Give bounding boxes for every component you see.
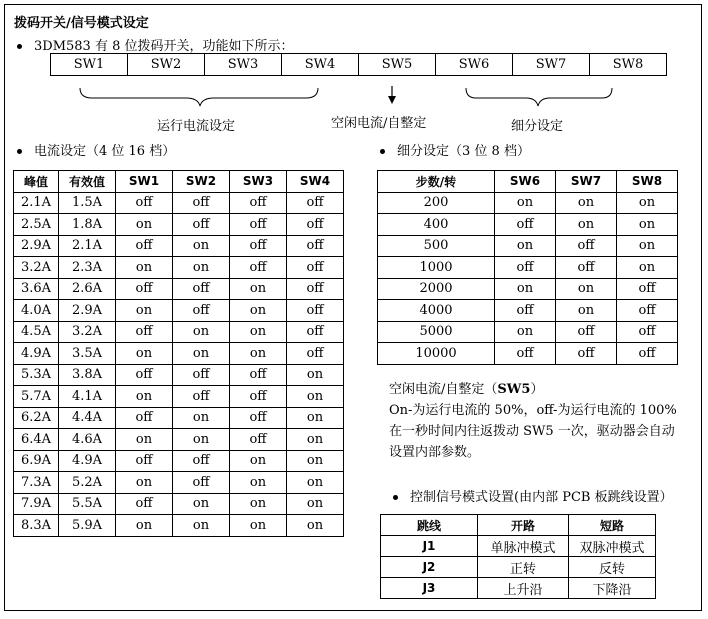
table-cell: on bbox=[173, 257, 230, 279]
table-row bbox=[14, 257, 344, 279]
table-cell: 6.9A bbox=[14, 450, 59, 472]
table-row bbox=[378, 235, 678, 257]
microstep-label: 细分设定 bbox=[511, 119, 564, 134]
switch-cell: SW7 bbox=[513, 54, 590, 76]
table-cell: 2.9A bbox=[59, 300, 116, 322]
table-cell: 4.6A bbox=[59, 429, 116, 451]
table-cell: 2000 bbox=[378, 278, 495, 300]
table-cell: on bbox=[173, 235, 230, 257]
header-cell: 峰值 bbox=[14, 171, 59, 193]
table-cell: off bbox=[287, 214, 344, 236]
table-cell: on bbox=[287, 450, 344, 472]
table-row bbox=[378, 321, 678, 343]
table-row bbox=[14, 515, 344, 537]
table-row bbox=[14, 300, 344, 322]
table-cell: on bbox=[495, 278, 556, 300]
table-cell: on bbox=[495, 235, 556, 257]
table-cell: on bbox=[116, 386, 173, 408]
table-cell: off bbox=[287, 257, 344, 279]
sw5-line2: 在一秒时间内往返拨动 SW5 一次，驱动器会自动 bbox=[389, 424, 675, 439]
table-cell: 3.8A bbox=[59, 364, 116, 386]
intro-text: 3DM583 有 8 位拨码开关，功能如下所示： bbox=[34, 39, 294, 54]
table-row bbox=[378, 257, 678, 279]
table-row bbox=[378, 343, 678, 365]
table-cell: 7.9A bbox=[14, 493, 59, 515]
sw5-note bbox=[389, 379, 677, 463]
run-current-brace-icon bbox=[80, 88, 318, 106]
table-row bbox=[14, 192, 344, 214]
table-cell: on bbox=[287, 407, 344, 429]
bullet-icon bbox=[17, 44, 22, 49]
switch-cell: SW3 bbox=[205, 54, 282, 76]
header-cell: SW6 bbox=[495, 171, 556, 193]
table-cell: off bbox=[116, 235, 173, 257]
table-cell: on bbox=[173, 407, 230, 429]
table-cell: 2.5A bbox=[14, 214, 59, 236]
table-cell: 5.3A bbox=[14, 364, 59, 386]
table-cell: on bbox=[173, 321, 230, 343]
table-cell: on bbox=[173, 515, 230, 537]
table-cell: on bbox=[230, 321, 287, 343]
table-row bbox=[381, 578, 656, 599]
table-cell: 200 bbox=[378, 192, 495, 214]
table-cell: off bbox=[495, 300, 556, 322]
table-row bbox=[14, 343, 344, 365]
table-cell: on bbox=[116, 300, 173, 322]
table-cell: 4.9A bbox=[14, 343, 59, 365]
table-row bbox=[14, 407, 344, 429]
table-cell: 7.3A bbox=[14, 472, 59, 494]
header-cell: SW3 bbox=[230, 171, 287, 193]
table-cell: 5.5A bbox=[59, 493, 116, 515]
bullet-icon bbox=[393, 495, 398, 500]
table-row bbox=[381, 536, 656, 557]
table-cell: 1.5A bbox=[59, 192, 116, 214]
switch-cell: SW6 bbox=[436, 54, 513, 76]
table-cell: on bbox=[116, 257, 173, 279]
header-cell: 短路 bbox=[569, 515, 656, 536]
switch-cell: SW5 bbox=[359, 54, 436, 76]
table-cell: off bbox=[230, 364, 287, 386]
switch-table bbox=[50, 53, 667, 76]
table-cell: 400 bbox=[378, 214, 495, 236]
table-cell: off bbox=[173, 214, 230, 236]
table-cell: J1 bbox=[381, 536, 478, 557]
table-cell: 5.7A bbox=[14, 386, 59, 408]
table-cell: 下降沿 bbox=[569, 578, 656, 599]
table-cell: off bbox=[173, 472, 230, 494]
table-cell: on bbox=[116, 515, 173, 537]
header-cell: SW4 bbox=[287, 171, 344, 193]
table-cell: off bbox=[287, 192, 344, 214]
table-cell: J3 bbox=[381, 578, 478, 599]
table-header-row bbox=[378, 171, 678, 193]
table-cell: on bbox=[287, 493, 344, 515]
table-cell: off bbox=[230, 386, 287, 408]
table-row bbox=[14, 450, 344, 472]
run-current-label: 运行电流设定 bbox=[157, 119, 236, 134]
sw5-line3: 设置内部参数。 bbox=[389, 445, 481, 460]
table-cell: on bbox=[617, 214, 678, 236]
table-cell: 4.0A bbox=[14, 300, 59, 322]
table-cell: on bbox=[287, 364, 344, 386]
table-cell: 10000 bbox=[378, 343, 495, 365]
bullet-icon bbox=[380, 149, 385, 154]
sw5-heading: 空闲电流/自整定（SW5） bbox=[389, 382, 544, 397]
table-cell: 3.6A bbox=[14, 278, 59, 300]
header-cell: SW2 bbox=[173, 171, 230, 193]
table-cell: off bbox=[173, 450, 230, 472]
table-cell: off bbox=[556, 343, 617, 365]
table-cell: 1.8A bbox=[59, 214, 116, 236]
table-cell: off bbox=[230, 407, 287, 429]
table-row bbox=[14, 321, 344, 343]
table-cell: on bbox=[556, 300, 617, 322]
table-row bbox=[378, 278, 678, 300]
table-cell: on bbox=[556, 192, 617, 214]
table-cell: 2.3A bbox=[59, 257, 116, 279]
table-cell: off bbox=[617, 343, 678, 365]
page-title: 拨码开关/信号模式设定 bbox=[14, 16, 149, 31]
sw5-line1: On-为运行电流的 50%，off-为运行电流的 100% bbox=[389, 403, 677, 418]
header-cell: 跳线 bbox=[381, 515, 478, 536]
switch-cell: SW2 bbox=[128, 54, 205, 76]
table-cell: on bbox=[230, 278, 287, 300]
header-cell: SW8 bbox=[617, 171, 678, 193]
table-cell: 3.5A bbox=[59, 343, 116, 365]
header-cell: 步数/转 bbox=[378, 171, 495, 193]
table-cell: off bbox=[617, 321, 678, 343]
table-cell: off bbox=[173, 278, 230, 300]
table-cell: on bbox=[173, 493, 230, 515]
table-cell: 2.6A bbox=[59, 278, 116, 300]
table-cell: 1000 bbox=[378, 257, 495, 279]
idle-current-label: 空闲电流/自整定 bbox=[331, 116, 427, 131]
table-cell: off bbox=[173, 386, 230, 408]
table-cell: 上升沿 bbox=[478, 578, 569, 599]
table-cell: 5000 bbox=[378, 321, 495, 343]
table-row bbox=[14, 235, 344, 257]
table-cell: 双脉冲模式 bbox=[569, 536, 656, 557]
table-cell: on bbox=[173, 343, 230, 365]
table-cell: 反转 bbox=[569, 557, 656, 578]
table-cell: 4.9A bbox=[59, 450, 116, 472]
table-cell: off bbox=[173, 364, 230, 386]
table-row bbox=[378, 300, 678, 322]
jumper-heading bbox=[393, 486, 673, 505]
table-cell: off bbox=[116, 493, 173, 515]
table-cell: 6.2A bbox=[14, 407, 59, 429]
table-cell: off bbox=[287, 321, 344, 343]
table-cell: off bbox=[287, 343, 344, 365]
table-row bbox=[14, 386, 344, 408]
microstep-table bbox=[377, 170, 678, 365]
microstep-brace-icon bbox=[466, 88, 612, 106]
table-cell: on bbox=[287, 472, 344, 494]
table-cell: off bbox=[556, 321, 617, 343]
table-cell: off bbox=[556, 235, 617, 257]
table-cell: off bbox=[495, 214, 556, 236]
table-cell: off bbox=[173, 300, 230, 322]
table-row bbox=[14, 429, 344, 451]
table-cell: on bbox=[495, 321, 556, 343]
table-cell: J2 bbox=[381, 557, 478, 578]
table-row bbox=[378, 192, 678, 214]
table-cell: on bbox=[230, 450, 287, 472]
table-row bbox=[14, 278, 344, 300]
table-cell: on bbox=[230, 343, 287, 365]
table-row bbox=[378, 214, 678, 236]
table-row bbox=[14, 493, 344, 515]
microstep-heading bbox=[380, 140, 530, 159]
table-cell: off bbox=[230, 235, 287, 257]
table-cell: on bbox=[230, 472, 287, 494]
table-cell: 4.1A bbox=[59, 386, 116, 408]
table-cell: 4000 bbox=[378, 300, 495, 322]
table-header-row bbox=[14, 171, 344, 193]
table-cell: 4.4A bbox=[59, 407, 116, 429]
table-cell: 6.4A bbox=[14, 429, 59, 451]
table-cell: off bbox=[116, 450, 173, 472]
table-cell: 单脉冲模式 bbox=[478, 536, 569, 557]
table-cell: on bbox=[230, 493, 287, 515]
table-cell: 500 bbox=[378, 235, 495, 257]
table-cell: off bbox=[230, 257, 287, 279]
table-cell: off bbox=[173, 192, 230, 214]
arrow-head-icon bbox=[388, 96, 396, 104]
table-cell: off bbox=[230, 214, 287, 236]
table-cell: 4.5A bbox=[14, 321, 59, 343]
table-cell: off bbox=[495, 257, 556, 279]
table-cell: on bbox=[287, 515, 344, 537]
table-cell: 2.1A bbox=[59, 235, 116, 257]
jumper-heading-text: 控制信号模式设置(由内部 PCB 板跳线设置） bbox=[410, 490, 673, 505]
header-cell: SW1 bbox=[116, 171, 173, 193]
current-table bbox=[13, 170, 344, 537]
switch-cell: SW4 bbox=[282, 54, 359, 76]
table-header-row bbox=[381, 515, 656, 536]
table-cell: on bbox=[116, 214, 173, 236]
table-cell: off bbox=[617, 278, 678, 300]
table-cell: off bbox=[556, 257, 617, 279]
table-cell: 5.9A bbox=[59, 515, 116, 537]
table-cell: 2.9A bbox=[14, 235, 59, 257]
table-cell: off bbox=[230, 192, 287, 214]
table-row bbox=[14, 364, 344, 386]
table-cell: off bbox=[116, 278, 173, 300]
jumper-table bbox=[380, 514, 656, 599]
table-cell: on bbox=[116, 429, 173, 451]
table-cell: on bbox=[230, 300, 287, 322]
table-cell: off bbox=[116, 192, 173, 214]
current-heading bbox=[17, 140, 175, 159]
table-cell: on bbox=[556, 278, 617, 300]
table-cell: on bbox=[495, 192, 556, 214]
sw5-bold: SW5 bbox=[497, 382, 531, 397]
table-cell: off bbox=[287, 235, 344, 257]
header-cell: 有效值 bbox=[59, 171, 116, 193]
intro-line bbox=[17, 35, 294, 54]
table-cell: on bbox=[173, 429, 230, 451]
table-cell: on bbox=[617, 257, 678, 279]
table-cell: on bbox=[116, 472, 173, 494]
table-cell: off bbox=[495, 343, 556, 365]
microstep-heading-text: 细分设定（3 位 8 档） bbox=[397, 144, 530, 159]
table-cell: 3.2A bbox=[59, 321, 116, 343]
bullet-icon bbox=[17, 149, 22, 154]
table-cell: 正转 bbox=[478, 557, 569, 578]
table-cell: 5.2A bbox=[59, 472, 116, 494]
table-cell: off bbox=[116, 364, 173, 386]
table-cell: off bbox=[287, 300, 344, 322]
table-row bbox=[381, 557, 656, 578]
table-cell: 2.1A bbox=[14, 192, 59, 214]
current-heading-text: 电流设定（4 位 16 档） bbox=[34, 144, 176, 159]
table-cell: on bbox=[116, 343, 173, 365]
table-cell: 3.2A bbox=[14, 257, 59, 279]
table-cell: on bbox=[230, 515, 287, 537]
table-cell: on bbox=[556, 214, 617, 236]
table-row bbox=[14, 472, 344, 494]
header-cell: SW7 bbox=[556, 171, 617, 193]
table-cell: off bbox=[116, 321, 173, 343]
table-cell: off bbox=[287, 278, 344, 300]
table-row bbox=[14, 214, 344, 236]
switch-cell: SW8 bbox=[590, 54, 667, 76]
table-cell: off bbox=[230, 429, 287, 451]
table-cell: on bbox=[287, 386, 344, 408]
table-cell: 8.3A bbox=[14, 515, 59, 537]
table-cell: on bbox=[617, 192, 678, 214]
header-cell: 开路 bbox=[478, 515, 569, 536]
table-cell: on bbox=[287, 429, 344, 451]
table-cell: off bbox=[617, 300, 678, 322]
switch-cell: SW1 bbox=[51, 54, 128, 76]
table-cell: on bbox=[617, 235, 678, 257]
table-cell: off bbox=[116, 407, 173, 429]
